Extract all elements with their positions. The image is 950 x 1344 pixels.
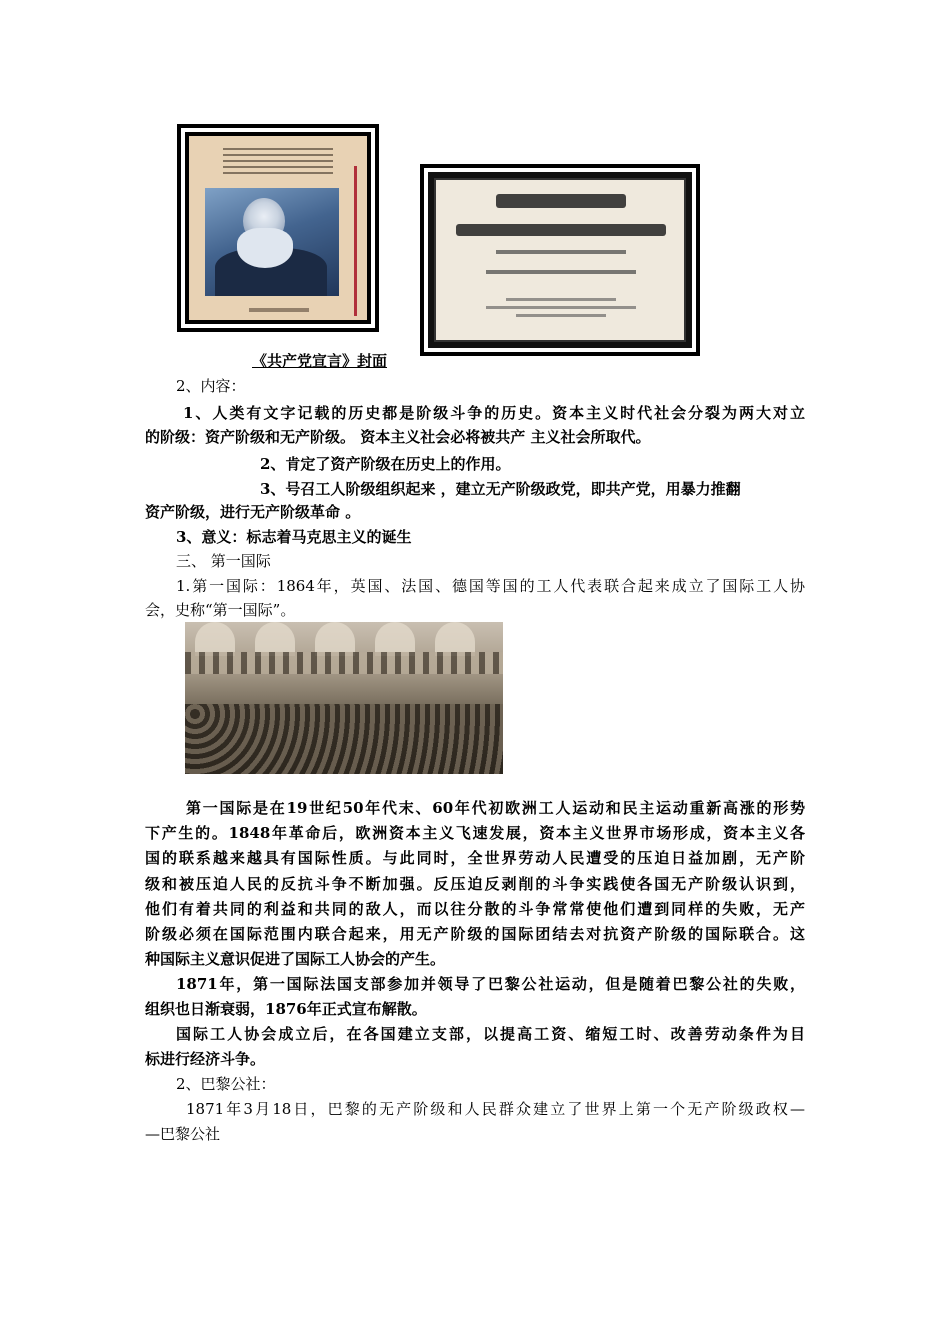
text-line: 的阶级：资产阶级和无产阶级。 资本主义社会必将被共产 主义社会所取代。	[145, 428, 651, 446]
text-line: 国际工人协会成立后，在各国建立支部，以提高工资、缩短工时、改善劳动条件为目	[176, 1025, 805, 1043]
section-heading-paris-commune: 2、巴黎公社：	[176, 1075, 276, 1093]
communist-manifesto-german-cover	[420, 164, 700, 356]
figure-caption: 《共产党宣言》封面	[252, 352, 388, 370]
section-heading-significance: 3、意义：标志着马克思主义的诞生	[176, 528, 412, 546]
communist-manifesto-chinese-cover	[177, 124, 379, 332]
section-heading-content: 2、内容：	[176, 377, 246, 395]
section-heading-first-international: 三、 第一国际	[176, 552, 271, 570]
text-line: 下产生的。1848年革命后，欧洲资本主义飞速发展，资本主义世界市场形成，资本主义各	[145, 824, 805, 842]
text-line: 组织也日渐衰弱，1876年正式宣布解散。	[145, 1000, 427, 1018]
text-line: 资产阶级，进行无产阶级革命 。	[145, 503, 361, 521]
text-line: 种国际主义意识促进了国际工人协会的产生。	[145, 950, 446, 968]
text-line: 国的联系越来越具有国际性质。与此同时，全世界劳动人民遭受的压迫日益加剧，无产阶	[145, 849, 805, 867]
text-line: 第一国际是在19世纪50年代末、60年代初欧洲工人运动和民主运动重新高涨的形势	[186, 799, 805, 817]
text-line: 1.第一国际：1864年，英国、法国、德国等国的工人代表联合起来成立了国际工人协	[176, 577, 805, 595]
text-line: 1871年3月18日，巴黎的无产阶级和人民群众建立了世界上第一个无产阶级政权—	[186, 1100, 805, 1118]
text-line: 阶级必须在国际范围内联合起来，用无产阶级的国际团结去对抗资产阶级的国际联合。这	[145, 925, 805, 943]
text-line: 2、肯定了资产阶级在历史上的作用。	[260, 455, 511, 473]
first-international-meeting-illustration	[185, 622, 503, 774]
text-line: 标进行经济斗争。	[145, 1050, 266, 1068]
text-line: 他们有着共同的利益和共同的敌人，而以往分散的斗争常常使他们遭到同样的失败，无产	[145, 900, 805, 918]
text-line: 1871年，第一国际法国支部参加并领导了巴黎公社运动，但是随着巴黎公社的失败，	[176, 975, 805, 993]
text-line: 1、人类有文字记载的历史都是阶级斗争的历史。资本主义时代社会分裂为两大对立	[183, 404, 805, 422]
text-line: 会，史称“第一国际”。	[145, 601, 296, 619]
text-line: 级和被压迫人民的反抗斗争不断加强。反压迫反剥削的斗争实践使各国无产阶级认识到，	[145, 875, 805, 893]
text-line: 3、号召工人阶级组织起来 ，建立无产阶级政党，即共产党，用暴力推翻	[260, 480, 741, 498]
text-line: —巴黎公社	[145, 1125, 221, 1143]
